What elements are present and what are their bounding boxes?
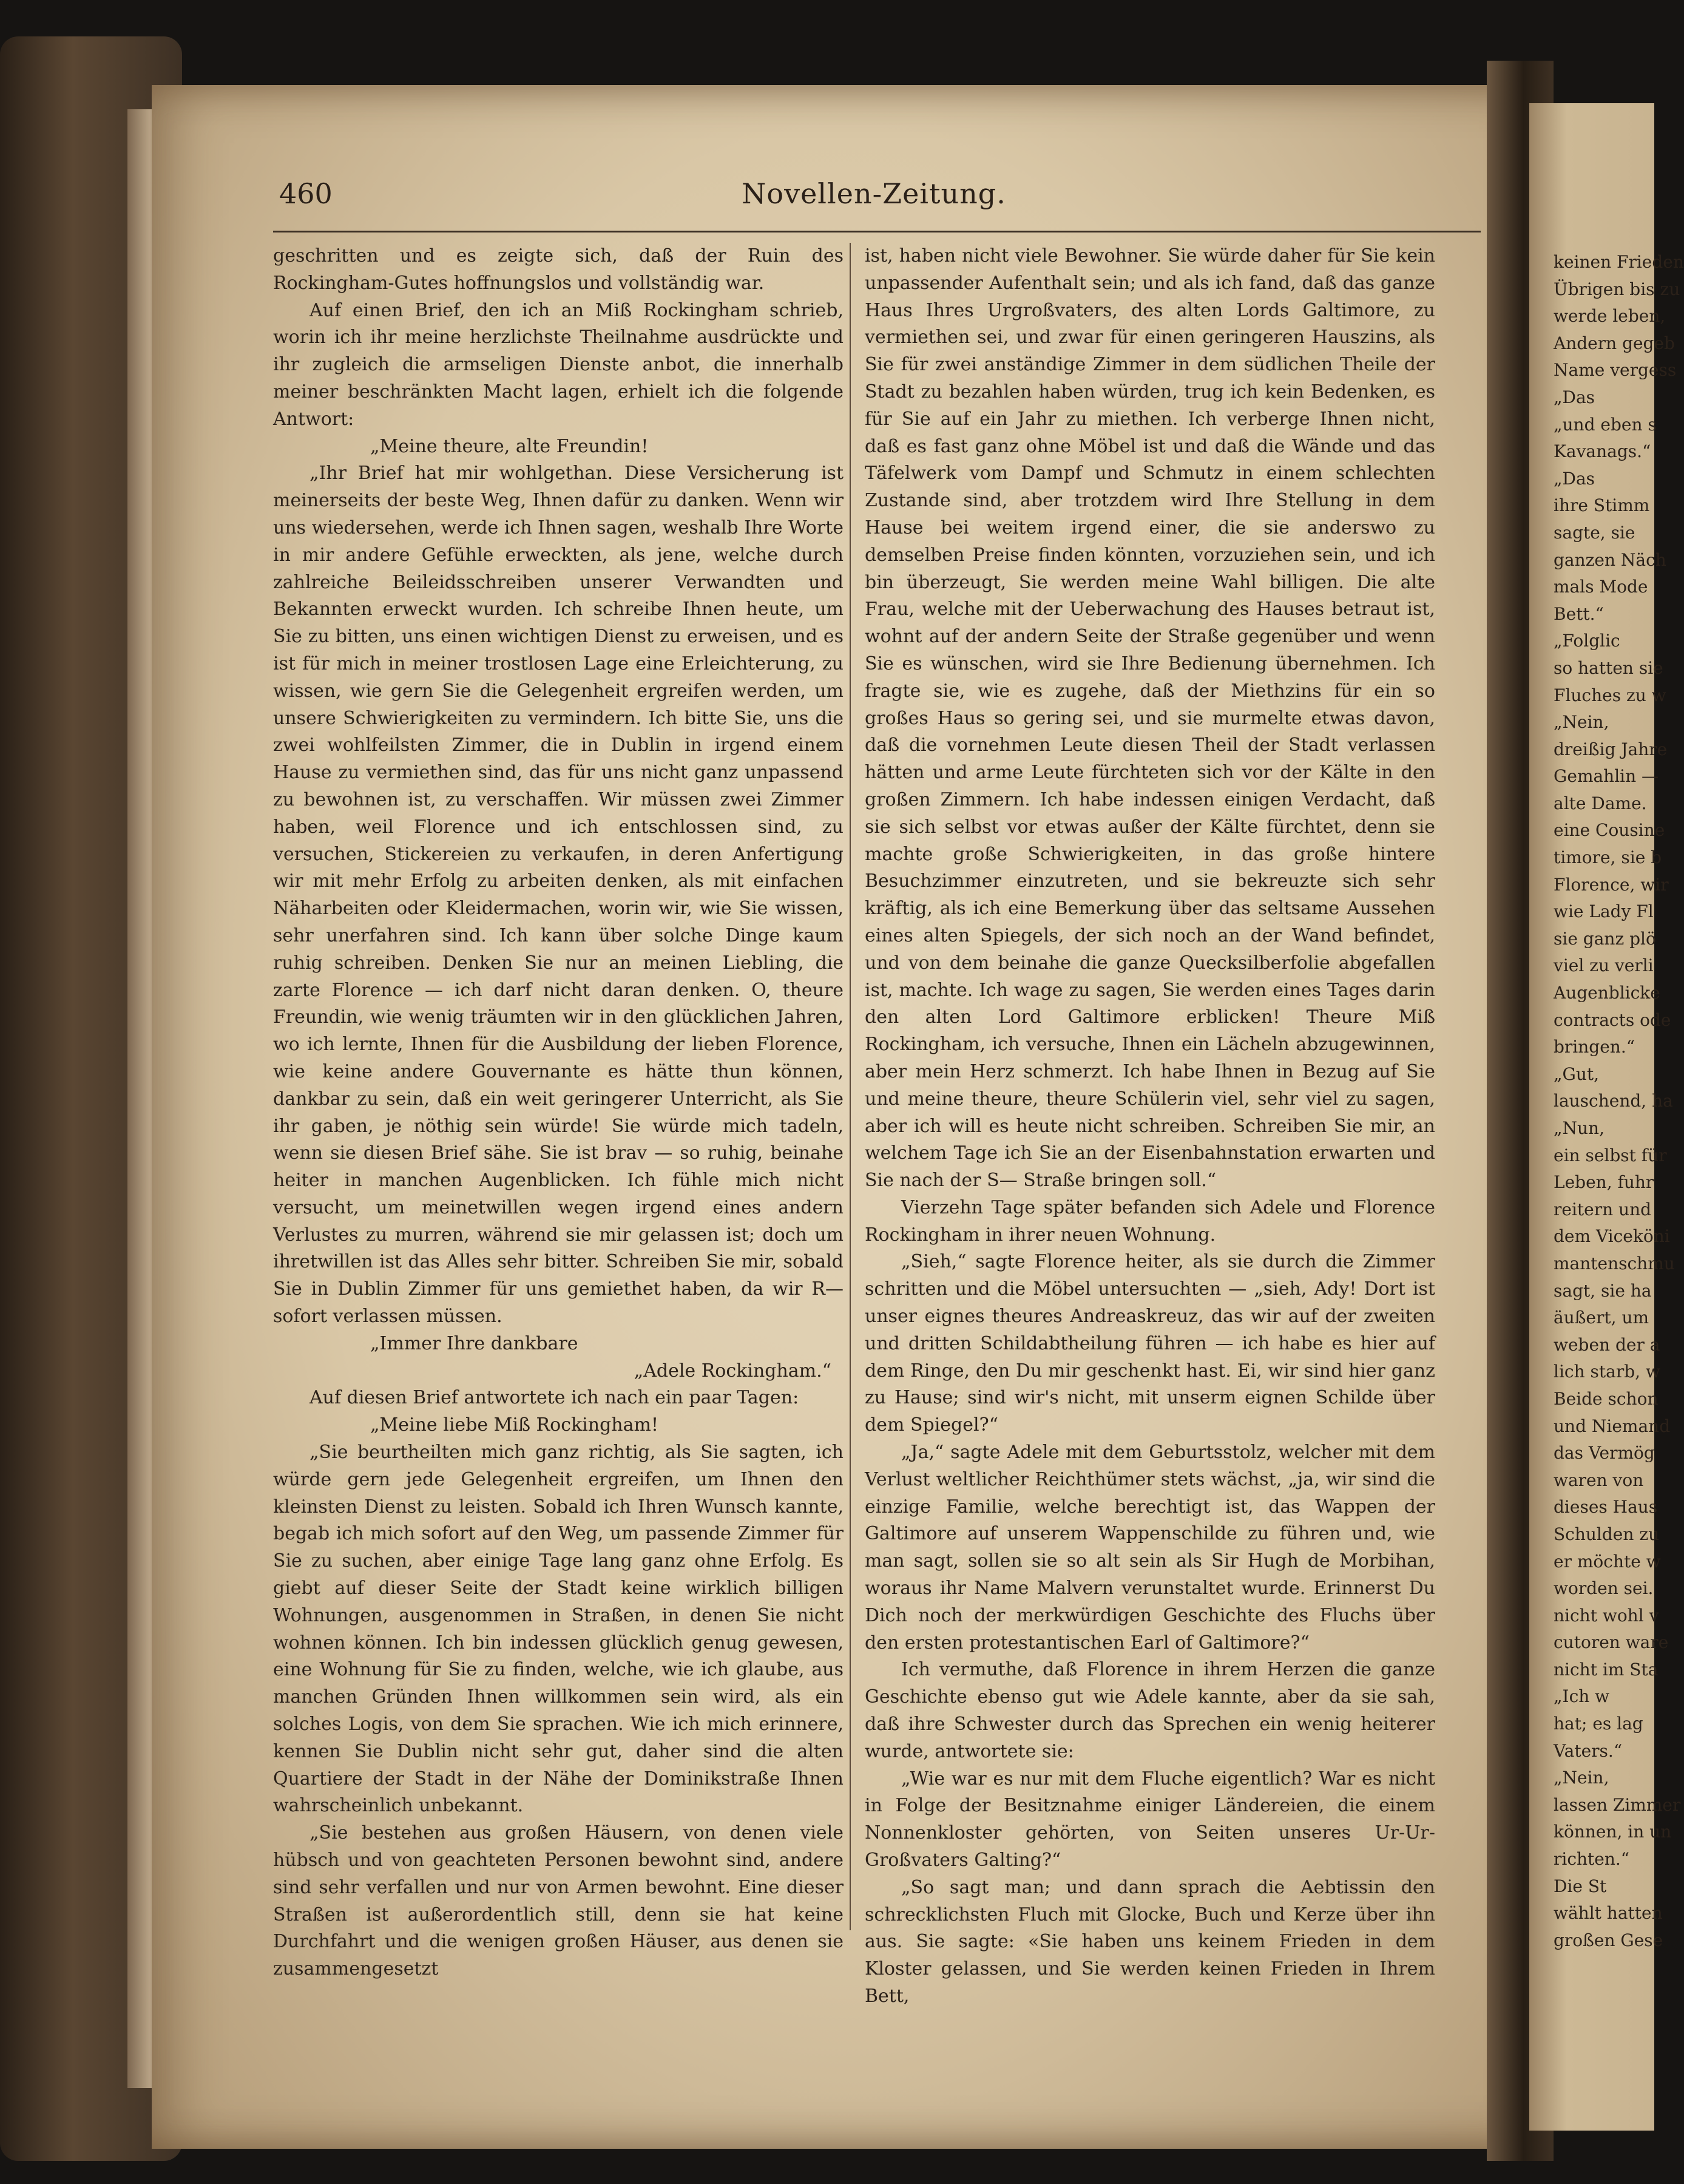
- facing-page-line: können, in un: [1554, 1822, 1672, 1842]
- facing-page-line: wählt hatten: [1554, 1903, 1663, 1924]
- facing-page-line: cutoren ware: [1554, 1632, 1669, 1653]
- facing-page-line: „Ich w: [1554, 1686, 1610, 1707]
- paragraph: Vierzehn Tage später befanden sich Adele und Florence Rockingham in ihrer neuen Wohnung.: [865, 1196, 1435, 1246]
- facing-page-line: werde leben,: [1554, 306, 1666, 327]
- facing-page-line: dem Viceköni: [1554, 1226, 1670, 1247]
- facing-page-line: ihre Stimm: [1554, 495, 1650, 516]
- paragraph: „Sie bestehen aus großen Häusern, von denen viele hübsch und von geachteten Personen bewohnt sind, andere sind sehr verfallen und nur von Armen bewohnt. Eine dieser Straßen ist außerordentlich still, denn sie hat keine Durchfahrt und die wenigen großen Häuser, aus denen sie zusammengesetzt: [273, 1822, 844, 1980]
- facing-page-line: Name vergess: [1554, 360, 1677, 381]
- facing-page-line: richten.“: [1554, 1849, 1630, 1870]
- running-title: Novellen-Zeitung.: [742, 177, 1006, 210]
- facing-page-line: nicht wohl v: [1554, 1605, 1659, 1626]
- facing-page-line: reitern und: [1554, 1199, 1652, 1219]
- facing-page-line: Schulden zu: [1554, 1524, 1660, 1544]
- paragraph: „Meine theure, alte Freundin!: [370, 435, 649, 457]
- facing-page-line: viel zu verli: [1554, 955, 1654, 976]
- paragraph: „Ihr Brief hat mir wohlgethan. Diese Versicherung ist meinerseits der beste Weg, Ihnen dafür zu danken. Wenn wir uns wiedersehen, werde ich Ihnen sagen, weshalb Ihre Worte in mir andere Gefühle erweckten, als jene, welche durch zahlreiche Beileidsschreiben unserer Verwandten und Bekannten erweckt wurden. Ich schreibe Ihnen heute, um Sie zu bitten, uns einen wichtigen Dienst zu erweisen, und es ist für mich in meiner trostlosen Lage eine Erleichterung, zu wissen, wie gern Sie die Gelegenheit ergreifen werden, um unsere Schwierigkeiten zu vermindern. Ich bitte Sie, uns die zwei wohlfeilsten Zimmer, die in Dublin in irgend einem Hause zu vermiethen sind, das für uns nicht ganz unpassend zu bewohnen ist, zu verschaffen. Wir müssen zwei Zimmer haben, weil Florence und ich entschlossen sind, zu versuchen, Stickereien zu verkaufen, in deren Anfertigung wir mit mehr Erfolg zu arbeiten denken, als mit einfachen Näharbeiten oder Kleidermachen, worin wir, wie Sie wissen, sehr unerfahren sind. Ich kann über solche Dinge kaum ruhig schreiben. Denken Sie nur an meinen Liebling, die zarte Florence — ich darf nicht daran denken. O, theure Freundin, wie wenig träumten wir in den glücklichen Jahren, wo ich lernte, Ihnen für die Ausbildung der lieben Florence, wie keine andere Gouvernante es hätte thun können, dankbar zu sein, daß ein weit geringerer Unterricht, als Sie ihr gaben, je nöthig sein würde! Sie würde mich tadeln, wenn sie diesen Brief sähe. Sie ist brav — so ruhig, beinahe heiter in manchen Augenblicken. Ich fühle mich nicht versucht, um meinetwillen wegen irgend eines andern Verlustes zu murren, während sie mir gelassen ist; doch um ihretwillen ist das Alles sehr bitter. Schreiben Sie mir, sobald Sie in Dublin Zimmer für uns gemiethet haben, da wir R— sofort verlassen müssen.: [273, 463, 844, 1328]
- facing-page-line: „und eben s: [1554, 414, 1657, 435]
- facing-page-line: dreißig Jahre: [1554, 739, 1668, 759]
- facing-page-line: contracts ode: [1554, 1009, 1671, 1030]
- facing-page-line: mantenschmu: [1554, 1253, 1675, 1273]
- facing-page-line: ein selbst für: [1554, 1145, 1667, 1165]
- facing-page-line: hat; es lag: [1554, 1714, 1643, 1734]
- facing-page-line: dieses Haus: [1554, 1497, 1658, 1518]
- facing-page-line: sagt, sie ha: [1554, 1280, 1652, 1301]
- paragraph: „Ja,“ sagte Adele mit dem Geburtsstolz, welcher mit dem Verlust weltlicher Reichthümer stets wächst, „ja, wir sind die einzige Familie, welche berechtigt ist, das Wappen der Galtimore auf unserem Wappenschilde zu führen und, wie man sagt, sollen sie so alt sein als Sir Hugh de Morbihan, woraus ihr Name Malvern verunstaltet wurde. Erinnerst Du Dich noch der merkwürdigen Geschichte des Fluchs über den ersten protestantischen Earl of Galtimore?“: [865, 1442, 1435, 1653]
- facing-page-line: Übrigen bis zu: [1554, 279, 1680, 299]
- page-number: 460: [279, 177, 333, 210]
- facing-page-line: so hatten sie: [1554, 657, 1663, 678]
- facing-page-line: keinen Frieden: [1554, 252, 1684, 272]
- paragraph: „Meine liebe Miß Rockingham!: [370, 1414, 659, 1436]
- facing-page-line: lassen Zimmer: [1554, 1794, 1681, 1815]
- facing-page-line: waren von: [1554, 1470, 1644, 1490]
- facing-page-line: „Nun,: [1554, 1118, 1605, 1138]
- page-header: [273, 177, 1475, 220]
- facing-page-line: sie ganz plö: [1554, 928, 1656, 949]
- facing-page-line: Leben, fuhr: [1554, 1172, 1654, 1193]
- facing-page-line: „Nein,: [1554, 1768, 1609, 1788]
- facing-page-line: weben der a: [1554, 1334, 1660, 1355]
- facing-page-line: „Folglic: [1554, 631, 1620, 651]
- header-rule: [273, 231, 1481, 232]
- facing-page-line: Gemahlin —: [1554, 766, 1659, 787]
- facing-page-line: bringen.“: [1554, 1037, 1635, 1057]
- facing-page-line: Kavanags.“: [1554, 441, 1651, 462]
- paragraph: „Wie war es nur mit dem Fluche eigentlich? War es nicht in Folge der Besitznahme einiger Ländereien, die einem Nonnenkloster gehörten, von Seiten unseres Ur-Ur-Großvaters Galting?“: [865, 1768, 1435, 1871]
- facing-page-line: eine Cousine: [1554, 820, 1665, 841]
- facing-page-line: „Das: [1554, 468, 1595, 489]
- facing-page-line: sagte, sie: [1554, 522, 1635, 543]
- facing-page-text: [1554, 249, 1684, 1954]
- facing-page-line: alte Dame.: [1554, 793, 1647, 813]
- facing-page-line: Fluches zu w: [1554, 685, 1666, 705]
- facing-page: [1529, 103, 1684, 2131]
- paragraph: „Sieh,“ sagte Florence heiter, als sie durch die Zimmer schritten und die Möbel untersuchten — „sieh, Ady! Dort ist unser eignes theures Andreaskreuz, das wir auf der zweiten und dritten Schildabtheilung führen — ich habe es hier auf dem Ringe, den Du mir geschenkt hast. Ei, wir sind hier ganz zu Hause; sind wir's nicht, mit unserm eignen Schilde über dem Spiegel?“: [865, 1251, 1435, 1436]
- facing-page-line: Augenblicke: [1554, 983, 1660, 1003]
- paragraph: ist, haben nicht viele Bewohner. Sie würde daher für Sie kein unpassender Aufenthalt sein; und als ich fand, daß das ganze Haus Ihres Urgroßvaters, des alten Lords Galtimore, zu vermiethen sei, und zwar für einen geringeren Hauszins, als Sie für zwei anständige Zimmer in dem südlichen Theile der Stadt zu bezahlen haben würden, trug ich kein Bedenken, es für Sie auf ein Jahr zu miethen. Ich verberge Ihnen nicht, daß es fast ganz ohne Möbel ist und daß die Wände und das Täfelwerk vom Dampf und Schmutz in einem schlechten Zustande sind, aber trotzdem wird Ihre Stellung in dem Hause bei weitem irgend einer, die sie anderswo zu demselben Preise finden könnten, vorzuziehen sein, und ich bin überzeugt, Sie werden meine Wahl billigen. Die alte Frau, welche mit der Ueberwachung des Hauses betraut ist, wohnt auf der andern Seite der Straße gegenüber und wenn Sie es wünschen, wird sie Ihre Bedienung übernehmen. Ich fragte sie, wie es zugehe, daß der Miethzins für ein so großes Haus so gering sei, und sie murmelte etwas davon, daß die vornehmen Leute diesen Theil der Stadt verlassen hätten und arme Leute fürchteten sich vor der Kälte in den großen Zimmern. Ich habe indessen einigen Verdacht, daß sie sich selbst vor etwas außer der Kälte fürchtet, denn sie machte große Schwierigkeiten, in das große hintere Besuchzimmer einzutreten, und sie bekreuzte sich sehr kräftig, als ich eine Bemerkung über das seltsame Aussehen eines alten Spiegels, der sich noch an der Wand befindet, und von dem beinahe die ganze Quecksilberfolie abgefallen ist, machte. Ich wage zu sagen, Sie werden eines Tages darin den alten Lord Galtimore erblicken! Theure Miß Rockingham, ich versuche, Ihnen ein Lächeln abzugewinnen, aber mein Herz schmerzt. Ich habe Ihnen in Bezug auf Sie und meine theure, theure Schülerin viel, sehr viel zu sagen, aber ich will es heute nicht schreiben. Schreiben Sie mir, an welchem Tage ich Sie an der Eisenbahnstation erwarten und Sie nach der S— Straße bringen soll.“: [865, 245, 1435, 1192]
- paragraph: „Adele Rockingham.“: [634, 1360, 831, 1382]
- facing-page-line: worden sei.: [1554, 1578, 1654, 1599]
- facing-page-line: „Nein,: [1554, 712, 1609, 733]
- facing-page-line: nicht im Sta: [1554, 1659, 1659, 1680]
- facing-page-line: „Das: [1554, 387, 1595, 407]
- facing-page-line: Florence, wir: [1554, 874, 1669, 895]
- facing-page-line: Die St: [1554, 1876, 1607, 1896]
- paragraph: „Immer Ihre dankbare: [370, 1332, 578, 1354]
- facing-page-line: ganzen Näch: [1554, 549, 1666, 570]
- facing-page-line: „Gut,: [1554, 1063, 1600, 1084]
- facing-page-line: Vaters.“: [1554, 1740, 1623, 1761]
- facing-page-line: äußert, um: [1554, 1307, 1649, 1328]
- paragraph: „Sie beurtheilten mich ganz richtig, als Sie sagten, ich würde gern jede Gelegenheit ergreifen, um Ihnen den kleinsten Dienst zu leisten. Sobald ich Ihren Wunsch kannte, begab ich mich sofort auf den Weg, um passende Zimmer für Sie zu suchen, aber einige Tage lang ganz ohne Erfolg. Es giebt auf dieser Seite der Stadt keine wirklich billigen Wohnungen, ausgenommen in Straßen, in denen Sie nicht wohnen können. Ich bin indessen glücklich genug gewesen, eine Wohnung für Sie zu finden, welche, wie ich glaube, aus manchen Gründen Ihnen willkommen sein wird, als ein solches Logis, von dem Sie sprachen. Wie ich mich erinnere, kennen Sie Dublin nicht sehr gut, daher sind die alten Quartiere der Stadt in der Nähe der Dominikstraße Ihnen wahrscheinlich unbekannt.: [273, 1442, 844, 1817]
- facing-page-line: lauschend, ha: [1554, 1091, 1673, 1111]
- right-column: [865, 243, 1435, 2010]
- left-column: [273, 243, 844, 1983]
- column-divider: [850, 243, 851, 1930]
- facing-page-line: und Niemand: [1554, 1416, 1671, 1436]
- paragraph: geschritten und es zeigte sich, daß der Ruin des Rockingham-Gutes hoffnungslos und vollständig war.: [273, 245, 844, 294]
- facing-page-line: Beide schon: [1554, 1388, 1659, 1409]
- paragraph: Ich vermuthe, daß Florence in ihrem Herzen die ganze Geschichte ebenso gut wie Adele kannte, aber da sie sah, daß ihre Schwester durch das Sprechen ein wenig heiterer wurde, antwortete sie:: [865, 1659, 1435, 1762]
- facing-page-line: Andern gegeb: [1554, 333, 1675, 353]
- paragraph: Auf einen Brief, den ich an Miß Rockingham schrieb, worin ich ihr meine herzlichste Theilnahme ausdrückte und ihr zugleich die armseligen Dienste anbot, die innerhalb meiner beschränkten Macht lagen, erhielt ich die folgende Antwort:: [273, 299, 844, 430]
- facing-page-line: wie Lady Fl: [1554, 901, 1654, 922]
- facing-page-line: lich starb, w: [1554, 1362, 1660, 1382]
- facing-page-line: das Vermög: [1554, 1443, 1655, 1463]
- facing-page-line: großen Gese: [1554, 1930, 1663, 1950]
- facing-page-line: mals Mode: [1554, 577, 1648, 597]
- facing-page-line: timore, sie b: [1554, 847, 1662, 868]
- facing-page-line: Bett.“: [1554, 603, 1604, 624]
- paragraph: „So sagt man; und dann sprach die Aebtissin den schrecklichsten Fluch mit Glocke, Buch und Kerze über ihn aus. Sie sagte: «Sie haben uns keinem Frieden in dem Kloster gelassen, und Sie werden keinen Frieden in Ihrem Bett,: [865, 1876, 1435, 2007]
- paragraph: Auf diesen Brief antwortete ich nach ein paar Tagen:: [309, 1387, 799, 1409]
- facing-page-line: er möchte w: [1554, 1551, 1661, 1572]
